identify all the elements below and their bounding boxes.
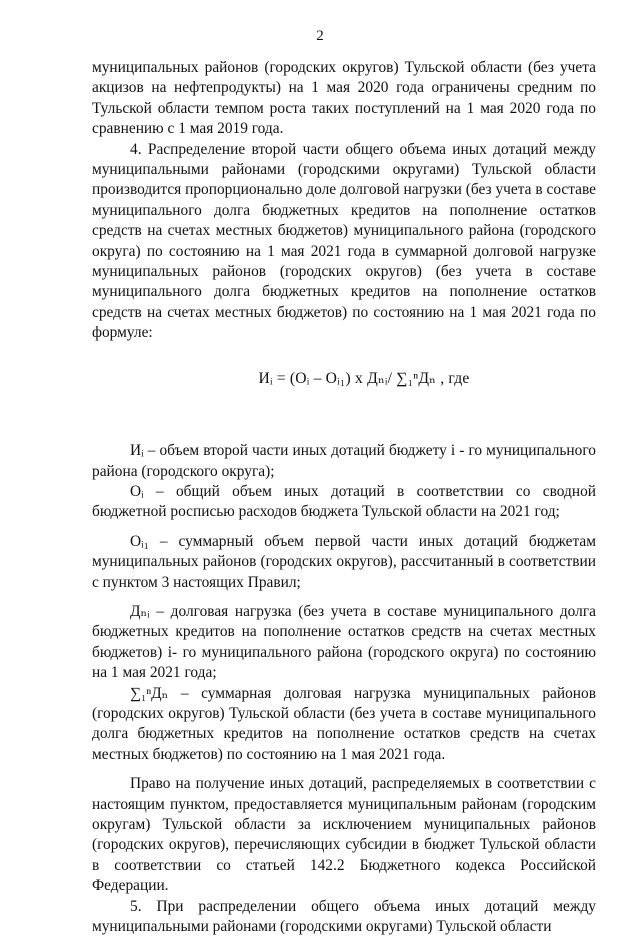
definition-o: Оᵢ – общий объем иных дотаций в соответствии со сводной бюджетной росписью расходов бюджета Тульской области на 2021 год; bbox=[92, 482, 596, 521]
page-number: 2 bbox=[316, 28, 324, 44]
paragraph-continuation: муниципальных районов (городских округов) Тульской области (без учета акцизов на нефтепродукты) на 1 мая 2020 года ограничены средним по Тульской области темпом роста таких поступлений на 1 мая 2020 года по сравнению с 1 мая 2019 года. bbox=[92, 59, 596, 138]
paragraph-item-5: 5. При распределении общего объема иных дотаций между муниципальными районами (городскими округами) Тульской области bbox=[92, 897, 596, 936]
document-body bbox=[92, 58, 596, 937]
definition-i: Иᵢ – объем второй части иных дотаций бюджету i - го муниципального района (городского округа); bbox=[92, 442, 596, 480]
paragraph-right: Право на получение иных дотаций, распределяемых в соответствии с настоящим пунктом, предоставляется муниципальным районам (городским округам) Тульской области за исключением муниципальных районов (городских округов), перечисляющих субсидии в бюджет Тульской области в соответствии со статьей 142.2 Бюджетного кодекса Российской Федерации. bbox=[92, 775, 596, 895]
definition-dn: Дₙᵢ – долговая нагрузка (без учета в составе муниципального долга бюджетных кредитов на пополнение остатков средств на счетах местных бюджетов) i- го муниципального района (городского округа) по состоянию на 1 мая 2021 года; bbox=[92, 602, 596, 682]
paragraph-item-4: 4. Распределение второй части общего объема иных дотаций между муниципальными районами (городскими округами) Тульской области производится пропорционально доле долговой нагрузки (без учета в составе муниципального долга бюджетных кредитов на пополнение остатков средств на счетах местных бюджетов) муниципального района (городского округа) по состоянию на 1 мая 2021 года в суммарной долговой нагрузке муниципальных районов (городских округов) (без учета в составе муниципального долга бюджетных кредитов на пополнение остатков средств на счетах местных бюджетов) по состоянию на 1 мая 2021 года по формуле: bbox=[92, 140, 596, 342]
definition-sum: ∑₁ⁿДₙ – суммарная долговая нагрузка муниципальных районов (городских округов) Тульской области (без учета в составе муниципального долга бюджетных кредитов на пополнение остатков средств на счетах местных бюджетов) по состоянию на 1 мая 2021 года. bbox=[92, 684, 596, 763]
formula: Иᵢ = (Оᵢ – Оᵢ₁) x Дₙᵢ/ ∑₁ⁿДₙ , где bbox=[258, 369, 470, 387]
definition-o1: Оᵢ₁ – суммарный объем первой части иных дотаций бюджетам муниципальных районов (городских округов), рассчитанный в соответствии с пунктом 3 настоящих Правил; bbox=[92, 532, 596, 591]
